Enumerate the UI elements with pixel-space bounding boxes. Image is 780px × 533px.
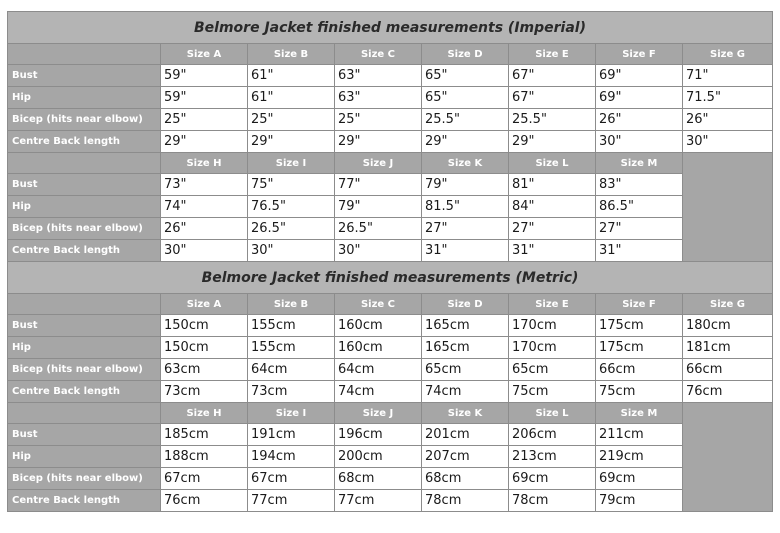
- measurement-cell: 206cm: [509, 424, 596, 446]
- measurement-cell: 201cm: [422, 424, 509, 446]
- measurement-cell: 30": [683, 131, 773, 153]
- measurement-cell: 65": [422, 65, 509, 87]
- measurement-cell: 71.5": [683, 87, 773, 109]
- measurement-row: [8, 87, 773, 109]
- size-header: Size C: [335, 294, 422, 315]
- row-label: Hip: [8, 446, 161, 468]
- measurement-cell: 76.5": [248, 196, 335, 218]
- measurement-cell: 67cm: [161, 468, 248, 490]
- imperial-size-header-row: [8, 44, 773, 65]
- header-corner-cell: [8, 403, 161, 424]
- header-corner-cell: [8, 294, 161, 315]
- row-label: Centre Back length: [8, 131, 161, 153]
- measurement-cell: 66cm: [596, 359, 683, 381]
- measurements-table: [7, 11, 773, 512]
- measurement-cell: 61": [248, 65, 335, 87]
- measurement-cell: 25": [248, 109, 335, 131]
- measurement-cell: 213cm: [509, 446, 596, 468]
- size-header: Size F: [596, 294, 683, 315]
- measurement-cell: 211cm: [596, 424, 683, 446]
- measurement-cell: 25.5": [422, 109, 509, 131]
- row-label: Bust: [8, 174, 161, 196]
- measurement-cell: 74cm: [335, 381, 422, 403]
- size-header: Size K: [422, 153, 509, 174]
- measurement-cell: 29": [161, 131, 248, 153]
- measurement-row: [8, 468, 773, 490]
- size-header: Size J: [335, 153, 422, 174]
- measurement-row: [8, 196, 773, 218]
- size-header: Size G: [683, 294, 773, 315]
- measurement-row: [8, 315, 773, 337]
- measurement-cell: 63": [335, 65, 422, 87]
- row-label: Bust: [8, 65, 161, 87]
- measurement-cell: 200cm: [335, 446, 422, 468]
- measurement-cell: 31": [596, 240, 683, 262]
- row-label: Bicep (hits near elbow): [8, 109, 161, 131]
- measurement-row: [8, 218, 773, 240]
- size-header: Size D: [422, 294, 509, 315]
- measurement-cell: 181cm: [683, 337, 773, 359]
- measurement-cell: 191cm: [248, 424, 335, 446]
- measurement-cell: 185cm: [161, 424, 248, 446]
- measurement-cell: 76cm: [161, 490, 248, 512]
- measurement-cell: 26": [683, 109, 773, 131]
- measurement-cell: 75cm: [509, 381, 596, 403]
- measurement-row: [8, 359, 773, 381]
- size-header: Size K: [422, 403, 509, 424]
- size-header: Size M: [596, 153, 683, 174]
- measurement-row: [8, 424, 773, 446]
- measurement-cell: 188cm: [161, 446, 248, 468]
- size-header: Size B: [248, 294, 335, 315]
- size-header: Size A: [161, 294, 248, 315]
- measurement-cell: 26": [161, 218, 248, 240]
- measurement-cell: 31": [422, 240, 509, 262]
- size-header: Size L: [509, 153, 596, 174]
- measurement-cell: 196cm: [335, 424, 422, 446]
- measurement-cell: 64cm: [335, 359, 422, 381]
- imperial-size-header-row: [8, 153, 773, 174]
- measurement-cell: 63cm: [161, 359, 248, 381]
- size-header: Size E: [509, 294, 596, 315]
- measurement-cell: 61": [248, 87, 335, 109]
- row-label: Centre Back length: [8, 381, 161, 403]
- metric-section-title: Belmore Jacket finished measurements (Metric): [8, 262, 773, 294]
- measurement-cell: 155cm: [248, 315, 335, 337]
- size-header: Size A: [161, 44, 248, 65]
- measurement-cell: 77cm: [248, 490, 335, 512]
- measurement-cell: 219cm: [596, 446, 683, 468]
- measurement-cell: 73": [161, 174, 248, 196]
- filler-cell: [683, 403, 773, 512]
- measurement-cell: 68cm: [422, 468, 509, 490]
- measurement-cell: 78cm: [509, 490, 596, 512]
- size-header: Size C: [335, 44, 422, 65]
- measurement-cell: 175cm: [596, 337, 683, 359]
- size-header: Size L: [509, 403, 596, 424]
- measurement-cell: 150cm: [161, 337, 248, 359]
- row-label: Hip: [8, 337, 161, 359]
- measurement-row: [8, 65, 773, 87]
- measurement-cell: 26.5": [335, 218, 422, 240]
- measurement-row: [8, 131, 773, 153]
- measurement-cell: 27": [422, 218, 509, 240]
- size-header: Size J: [335, 403, 422, 424]
- row-label: Bicep (hits near elbow): [8, 218, 161, 240]
- row-label: Centre Back length: [8, 490, 161, 512]
- header-corner-cell: [8, 153, 161, 174]
- measurement-cell: 180cm: [683, 315, 773, 337]
- measurement-cell: 73cm: [248, 381, 335, 403]
- measurement-cell: 25": [335, 109, 422, 131]
- size-header: Size M: [596, 403, 683, 424]
- row-label: Bicep (hits near elbow): [8, 359, 161, 381]
- size-header: Size H: [161, 403, 248, 424]
- size-header: Size H: [161, 153, 248, 174]
- imperial-section-title: Belmore Jacket finished measurements (Imperial): [8, 12, 773, 44]
- measurement-cell: 30": [161, 240, 248, 262]
- measurement-cell: 77": [335, 174, 422, 196]
- measurement-cell: 29": [248, 131, 335, 153]
- measurement-cell: 74cm: [422, 381, 509, 403]
- measurement-cell: 69": [596, 65, 683, 87]
- measurement-cell: 155cm: [248, 337, 335, 359]
- measurement-cell: 65cm: [422, 359, 509, 381]
- measurement-cell: 30": [335, 240, 422, 262]
- imperial-title-row: [8, 12, 773, 44]
- measurement-cell: 26": [596, 109, 683, 131]
- measurement-cell: 83": [596, 174, 683, 196]
- measurement-row: [8, 109, 773, 131]
- measurement-cell: 78cm: [422, 490, 509, 512]
- measurement-cell: 69cm: [596, 468, 683, 490]
- measurement-cell: 71": [683, 65, 773, 87]
- measurement-cell: 31": [509, 240, 596, 262]
- measurement-cell: 77cm: [335, 490, 422, 512]
- measurement-cell: 170cm: [509, 315, 596, 337]
- measurement-cell: 150cm: [161, 315, 248, 337]
- measurement-cell: 26.5": [248, 218, 335, 240]
- measurement-cell: 74": [161, 196, 248, 218]
- measurement-cell: 29": [335, 131, 422, 153]
- size-header: Size E: [509, 44, 596, 65]
- measurement-cell: 59": [161, 87, 248, 109]
- size-header: Size B: [248, 44, 335, 65]
- row-label: Bust: [8, 315, 161, 337]
- measurement-cell: 65": [422, 87, 509, 109]
- metric-size-header-row: [8, 294, 773, 315]
- measurement-cell: 75": [248, 174, 335, 196]
- measurement-cell: 64cm: [248, 359, 335, 381]
- metric-title-row: [8, 262, 773, 294]
- metric-size-header-row: [8, 403, 773, 424]
- measurement-cell: 66cm: [683, 359, 773, 381]
- measurement-cell: 69": [596, 87, 683, 109]
- measurement-cell: 73cm: [161, 381, 248, 403]
- measurement-row: [8, 446, 773, 468]
- header-corner-cell: [8, 44, 161, 65]
- measurement-cell: 25.5": [509, 109, 596, 131]
- measurements-chart: [7, 11, 772, 512]
- measurement-cell: 160cm: [335, 315, 422, 337]
- row-label: Hip: [8, 196, 161, 218]
- measurement-cell: 69cm: [509, 468, 596, 490]
- measurement-cell: 30": [248, 240, 335, 262]
- measurement-row: [8, 490, 773, 512]
- measurement-cell: 165cm: [422, 315, 509, 337]
- measurement-cell: 194cm: [248, 446, 335, 468]
- measurement-cell: 65cm: [509, 359, 596, 381]
- measurement-cell: 207cm: [422, 446, 509, 468]
- measurement-cell: 67cm: [248, 468, 335, 490]
- measurement-cell: 175cm: [596, 315, 683, 337]
- measurement-cell: 75cm: [596, 381, 683, 403]
- measurement-cell: 67": [509, 87, 596, 109]
- measurement-cell: 79": [335, 196, 422, 218]
- measurement-cell: 67": [509, 65, 596, 87]
- measurement-cell: 59": [161, 65, 248, 87]
- size-header: Size I: [248, 403, 335, 424]
- measurement-cell: 29": [422, 131, 509, 153]
- filler-cell: [683, 153, 773, 262]
- measurement-cell: 76cm: [683, 381, 773, 403]
- measurement-cell: 170cm: [509, 337, 596, 359]
- size-header: Size I: [248, 153, 335, 174]
- size-header: Size G: [683, 44, 773, 65]
- row-label: Hip: [8, 87, 161, 109]
- measurement-cell: 86.5": [596, 196, 683, 218]
- measurement-cell: 79": [422, 174, 509, 196]
- measurement-cell: 165cm: [422, 337, 509, 359]
- row-label: Centre Back length: [8, 240, 161, 262]
- size-header: Size F: [596, 44, 683, 65]
- measurement-cell: 81.5": [422, 196, 509, 218]
- measurement-cell: 84": [509, 196, 596, 218]
- measurement-cell: 68cm: [335, 468, 422, 490]
- measurement-row: [8, 174, 773, 196]
- measurement-cell: 27": [596, 218, 683, 240]
- measurement-cell: 63": [335, 87, 422, 109]
- row-label: Bust: [8, 424, 161, 446]
- row-label: Bicep (hits near elbow): [8, 468, 161, 490]
- measurement-cell: 25": [161, 109, 248, 131]
- measurement-row: [8, 337, 773, 359]
- size-header: Size D: [422, 44, 509, 65]
- measurement-row: [8, 240, 773, 262]
- measurement-cell: 79cm: [596, 490, 683, 512]
- measurement-cell: 27": [509, 218, 596, 240]
- measurement-cell: 160cm: [335, 337, 422, 359]
- measurement-cell: 29": [509, 131, 596, 153]
- measurement-cell: 81": [509, 174, 596, 196]
- measurement-cell: 30": [596, 131, 683, 153]
- measurement-row: [8, 381, 773, 403]
